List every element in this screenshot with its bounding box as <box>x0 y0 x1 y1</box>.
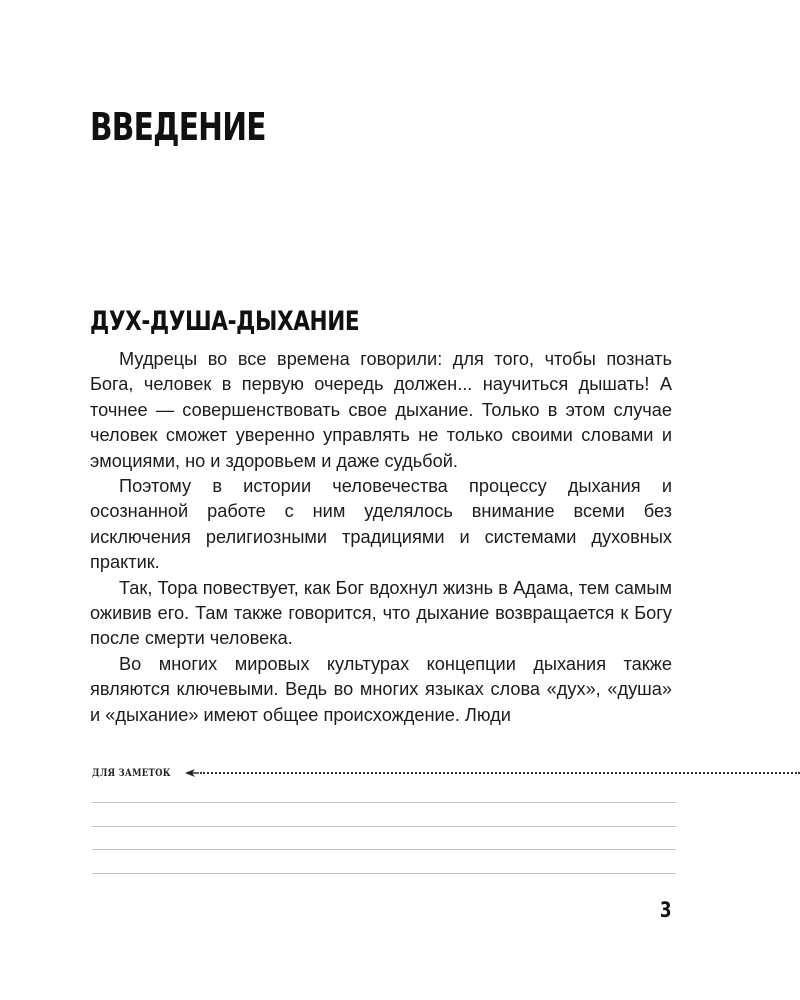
note-line <box>92 826 676 827</box>
chapter-title: ВВЕДЕНИЕ <box>90 105 266 149</box>
paragraph-1: Мудрецы во все времена говорили: для того, чтобы познать Бога, человек в первую очередь должен... научиться дышать! А точнее — совершенствовать свое дыхание. Только в этом случае человек сможет уверенно управлять не только своими словами и эмоциями, но и здоровьем и даже судьбой. <box>90 349 672 471</box>
dotted-rule <box>200 772 800 774</box>
page-number: 3 <box>660 898 672 922</box>
paragraph-4: Во многих мировых культурах концепции дыхания также являются ключевыми. Ведь во многих языках слова «дух», «душа» и «дыхание» имеют общее происхождение. Люди <box>90 653 672 725</box>
note-line <box>92 873 676 874</box>
note-lines <box>92 802 676 896</box>
paragraph-2: Поэтому в истории человечества процессу дыхания и осознанной работе с ним уделялось внимание всеми без исключения религиозными традициями и системами духовных практик. <box>90 476 672 573</box>
section-title: ДУХ-ДУША-ДЫХАНИЕ <box>90 306 360 337</box>
arrow-left-icon <box>185 768 199 778</box>
note-line <box>92 802 676 803</box>
paragraph-3: Так, Тора повествует, как Бог вдохнул жизнь в Адама, тем самым оживив его. Там также говорится, что дыхание возвращается к Богу после смерти человека. <box>90 577 672 649</box>
notes-header <box>92 766 800 780</box>
note-line <box>92 849 676 850</box>
notes-label: ДЛЯ ЗАМЕТОК <box>92 767 171 779</box>
body-text <box>90 347 672 728</box>
